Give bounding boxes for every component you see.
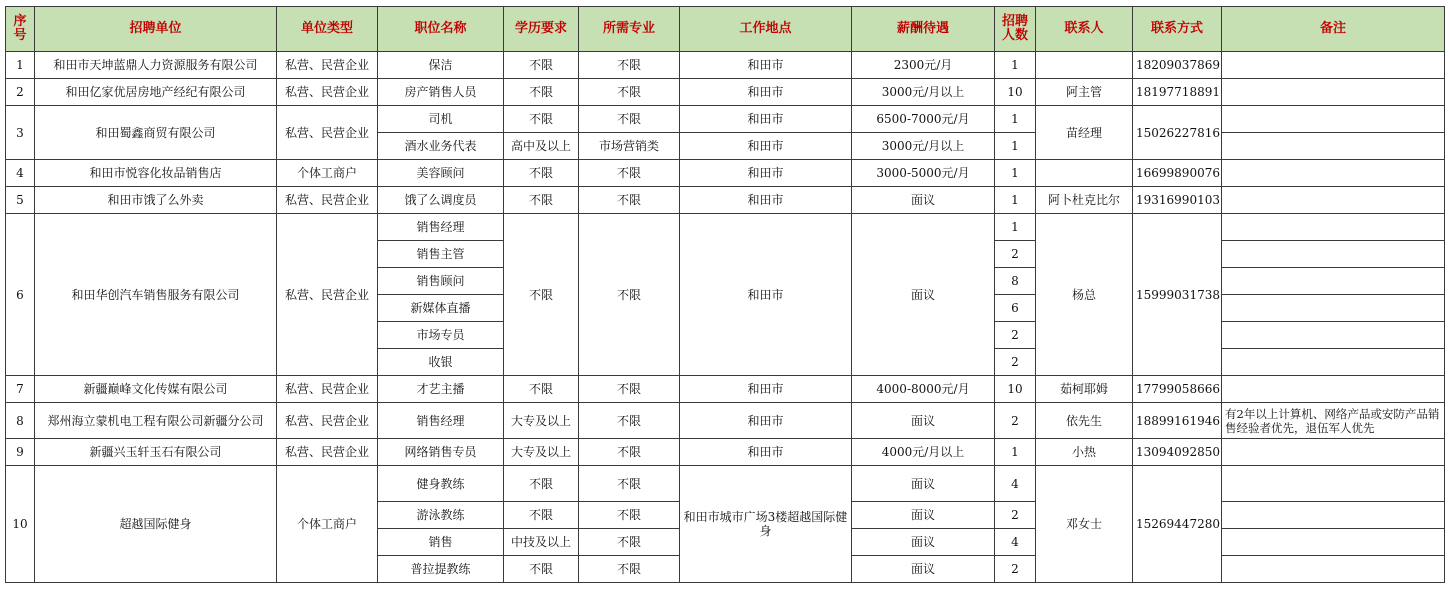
job-location: 和田市 <box>680 187 852 214</box>
contact-phone: 17799058666 <box>1133 376 1222 403</box>
job-note <box>1222 106 1445 133</box>
job-title: 保洁 <box>378 52 504 79</box>
contact-phone: 15026227816 <box>1133 106 1222 160</box>
company-name: 和田蜀鑫商贸有限公司 <box>35 106 277 160</box>
row-no: 7 <box>6 376 35 403</box>
job-edu: 不限 <box>504 79 579 106</box>
job-major: 不限 <box>579 439 680 466</box>
contact-person <box>1036 160 1133 187</box>
job-location: 和田市 <box>680 403 852 439</box>
job-note <box>1222 349 1445 376</box>
job-salary: 面议 <box>852 403 995 439</box>
job-major: 不限 <box>579 556 680 583</box>
contact-phone: 13094092850 <box>1133 439 1222 466</box>
job-location: 和田市 <box>680 79 852 106</box>
job-location: 和田市 <box>680 439 852 466</box>
job-count: 4 <box>995 529 1036 556</box>
job-note <box>1222 556 1445 583</box>
job-note <box>1222 241 1445 268</box>
job-count: 2 <box>995 403 1036 439</box>
company-name: 新疆巅峰文化传媒有限公司 <box>35 376 277 403</box>
job-count: 1 <box>995 439 1036 466</box>
job-location: 和田市 <box>680 160 852 187</box>
job-salary: 6500-7000元/月 <box>852 106 995 133</box>
company-name: 超越国际健身 <box>35 466 277 583</box>
job-count: 2 <box>995 349 1036 376</box>
company-type: 个体工商户 <box>277 466 378 583</box>
job-major: 不限 <box>579 79 680 106</box>
job-edu: 不限 <box>504 376 579 403</box>
job-note <box>1222 79 1445 106</box>
job-title: 饿了么调度员 <box>378 187 504 214</box>
job-count: 10 <box>995 376 1036 403</box>
job-count: 4 <box>995 466 1036 502</box>
job-count: 2 <box>995 322 1036 349</box>
job-note <box>1222 295 1445 322</box>
job-title: 销售经理 <box>378 214 504 241</box>
job-count: 2 <box>995 502 1036 529</box>
job-salary: 面议 <box>852 187 995 214</box>
job-note: 有2年以上计算机、网络产品或安防产品销售经验者优先，退伍军人优先 <box>1222 403 1445 439</box>
job-count: 2 <box>995 241 1036 268</box>
job-title: 网络销售专员 <box>378 439 504 466</box>
job-major: 不限 <box>579 466 680 502</box>
table-row <box>6 403 1445 439</box>
job-salary: 3000-5000元/月 <box>852 160 995 187</box>
company-type: 个体工商户 <box>277 160 378 187</box>
job-edu: 中技及以上 <box>504 529 579 556</box>
company-type: 私营、民营企业 <box>277 106 378 160</box>
job-title: 健身教练 <box>378 466 504 502</box>
row-no: 3 <box>6 106 35 160</box>
job-title: 收银 <box>378 349 504 376</box>
job-salary: 面议 <box>852 214 995 376</box>
job-note <box>1222 466 1445 502</box>
job-title: 销售经理 <box>378 403 504 439</box>
job-title: 游泳教练 <box>378 502 504 529</box>
company-name: 和田市饿了么外卖 <box>35 187 277 214</box>
table-row <box>6 376 1445 403</box>
company-type: 私营、民营企业 <box>277 214 378 376</box>
job-title: 市场专员 <box>378 322 504 349</box>
job-count: 2 <box>995 556 1036 583</box>
contact-person: 杨总 <box>1036 214 1133 376</box>
contact-person: 苗经理 <box>1036 106 1133 160</box>
header-title: 职位名称 <box>378 7 504 52</box>
table-row <box>6 187 1445 214</box>
job-salary: 面议 <box>852 502 995 529</box>
row-no: 6 <box>6 214 35 376</box>
job-salary: 面议 <box>852 556 995 583</box>
job-count: 1 <box>995 106 1036 133</box>
company-name: 和田华创汽车销售服务有限公司 <box>35 214 277 376</box>
contact-phone: 19316990103 <box>1133 187 1222 214</box>
job-location: 和田市城市广场3楼超越国际健身 <box>680 466 852 583</box>
job-location: 和田市 <box>680 52 852 79</box>
job-edu: 不限 <box>504 106 579 133</box>
header-count: 招聘人数 <box>995 7 1036 52</box>
job-location: 和田市 <box>680 214 852 376</box>
job-major: 市场营销类 <box>579 133 680 160</box>
job-salary: 3000元/月以上 <box>852 79 995 106</box>
table-row <box>6 79 1445 106</box>
job-note <box>1222 187 1445 214</box>
job-edu: 大专及以上 <box>504 403 579 439</box>
company-type: 私营、民营企业 <box>277 52 378 79</box>
row-no: 1 <box>6 52 35 79</box>
job-edu: 不限 <box>504 502 579 529</box>
job-note <box>1222 268 1445 295</box>
job-note <box>1222 160 1445 187</box>
job-edu: 不限 <box>504 187 579 214</box>
job-edu: 不限 <box>504 52 579 79</box>
job-salary: 面议 <box>852 529 995 556</box>
contact-person: 阿主管 <box>1036 79 1133 106</box>
table-row <box>6 466 1445 502</box>
job-count: 1 <box>995 214 1036 241</box>
job-major: 不限 <box>579 403 680 439</box>
row-no: 5 <box>6 187 35 214</box>
row-no: 9 <box>6 439 35 466</box>
job-title: 普拉提教练 <box>378 556 504 583</box>
table-row <box>6 106 1445 133</box>
company-type: 私营、民营企业 <box>277 79 378 106</box>
row-no: 2 <box>6 79 35 106</box>
job-edu: 不限 <box>504 556 579 583</box>
header-no: 序号 <box>6 7 35 52</box>
job-count: 10 <box>995 79 1036 106</box>
job-salary: 2300元/月 <box>852 52 995 79</box>
job-count: 8 <box>995 268 1036 295</box>
company-type: 私营、民营企业 <box>277 403 378 439</box>
table-row <box>6 52 1445 79</box>
table-row <box>6 214 1445 241</box>
company-name: 郑州海立蒙机电工程有限公司新疆分公司 <box>35 403 277 439</box>
job-edu: 不限 <box>504 160 579 187</box>
job-major: 不限 <box>579 52 680 79</box>
contact-person <box>1036 52 1133 79</box>
row-no: 10 <box>6 466 35 583</box>
header-phone: 联系方式 <box>1133 7 1222 52</box>
job-salary: 3000元/月以上 <box>852 133 995 160</box>
job-note <box>1222 322 1445 349</box>
company-type: 私营、民营企业 <box>277 376 378 403</box>
contact-phone: 18209037869 <box>1133 52 1222 79</box>
job-edu: 不限 <box>504 466 579 502</box>
row-no: 8 <box>6 403 35 439</box>
job-note <box>1222 52 1445 79</box>
job-note <box>1222 214 1445 241</box>
header-edu: 学历要求 <box>504 7 579 52</box>
contact-phone: 15999031738 <box>1133 214 1222 376</box>
contact-person: 小热 <box>1036 439 1133 466</box>
company-type: 私营、民营企业 <box>277 439 378 466</box>
job-count: 1 <box>995 160 1036 187</box>
company-name: 和田市悦容化妆品销售店 <box>35 160 277 187</box>
job-title: 才艺主播 <box>378 376 504 403</box>
job-title: 销售主管 <box>378 241 504 268</box>
job-note <box>1222 502 1445 529</box>
job-major: 不限 <box>579 502 680 529</box>
header-location: 工作地点 <box>680 7 852 52</box>
job-count: 1 <box>995 52 1036 79</box>
header-type: 单位类型 <box>277 7 378 52</box>
job-title: 销售顾问 <box>378 268 504 295</box>
job-title: 酒水业务代表 <box>378 133 504 160</box>
job-count: 1 <box>995 187 1036 214</box>
job-major: 不限 <box>579 160 680 187</box>
job-title: 房产销售人员 <box>378 79 504 106</box>
contact-phone: 18197718891 <box>1133 79 1222 106</box>
contact-person: 茹柯耶姆 <box>1036 376 1133 403</box>
header-major: 所需专业 <box>579 7 680 52</box>
job-salary: 面议 <box>852 466 995 502</box>
header-salary: 薪酬待遇 <box>852 7 995 52</box>
job-note <box>1222 529 1445 556</box>
header-contact: 联系人 <box>1036 7 1133 52</box>
job-major: 不限 <box>579 187 680 214</box>
row-no: 4 <box>6 160 35 187</box>
job-major: 不限 <box>579 376 680 403</box>
job-salary: 4000-8000元/月 <box>852 376 995 403</box>
contact-person: 依先生 <box>1036 403 1133 439</box>
job-count: 1 <box>995 133 1036 160</box>
job-count: 6 <box>995 295 1036 322</box>
job-title: 销售 <box>378 529 504 556</box>
company-type: 私营、民营企业 <box>277 187 378 214</box>
contact-person: 邓女士 <box>1036 466 1133 583</box>
job-note <box>1222 133 1445 160</box>
table-row <box>6 439 1445 466</box>
contact-phone: 16699890076 <box>1133 160 1222 187</box>
job-location: 和田市 <box>680 133 852 160</box>
job-major: 不限 <box>579 529 680 556</box>
job-title: 司机 <box>378 106 504 133</box>
job-location: 和田市 <box>680 376 852 403</box>
job-edu: 大专及以上 <box>504 439 579 466</box>
recruitment-table <box>5 6 1445 583</box>
job-location: 和田市 <box>680 106 852 133</box>
job-edu: 不限 <box>504 214 579 376</box>
table-row <box>6 160 1445 187</box>
contact-phone: 18899161946 <box>1133 403 1222 439</box>
job-note <box>1222 439 1445 466</box>
job-title: 美容顾问 <box>378 160 504 187</box>
job-major: 不限 <box>579 214 680 376</box>
header-row <box>6 7 1445 52</box>
company-name: 新疆兴玉轩玉石有限公司 <box>35 439 277 466</box>
job-title: 新媒体直播 <box>378 295 504 322</box>
company-name: 和田市天坤蓝鼎人力资源服务有限公司 <box>35 52 277 79</box>
job-major: 不限 <box>579 106 680 133</box>
header-note: 备注 <box>1222 7 1445 52</box>
company-name: 和田亿家优居房地产经纪有限公司 <box>35 79 277 106</box>
job-edu: 高中及以上 <box>504 133 579 160</box>
contact-person: 阿卜杜克比尔 <box>1036 187 1133 214</box>
contact-phone: 15269447280 <box>1133 466 1222 583</box>
job-note <box>1222 376 1445 403</box>
job-salary: 4000元/月以上 <box>852 439 995 466</box>
header-company: 招聘单位 <box>35 7 277 52</box>
